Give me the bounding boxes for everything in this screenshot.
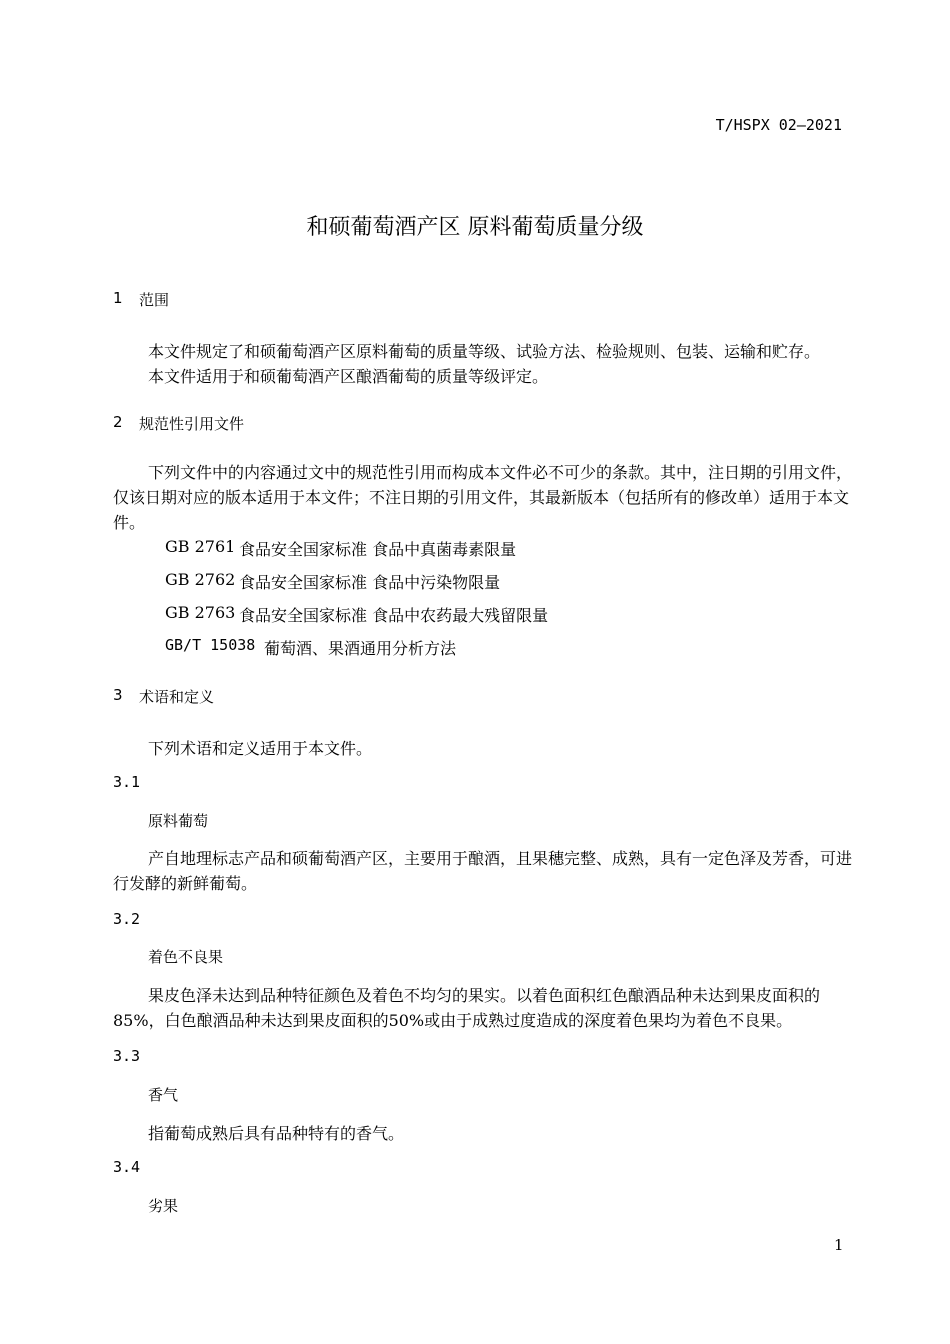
term-heading: 香气	[148, 1086, 179, 1104]
reference-code: GB 2762	[165, 570, 236, 589]
reference-title: 食品安全国家标准 食品中污染物限量	[239, 573, 501, 592]
section-2-number: 2	[113, 413, 123, 431]
reference-code: GB/T 15038	[165, 636, 256, 654]
section-3-heading: 术语和定义	[139, 688, 215, 706]
term-definition: 产自地理标志产品和硕葡萄酒产区，主要用于酿酒，且果穗完整、成熟，具有一定色泽及芳香，可进行发酵的新鲜葡萄。	[113, 849, 853, 893]
reference-title: 食品安全国家标准 食品中农药最大残留限量	[239, 606, 549, 625]
section-2-intro: 下列文件中的内容通过文中的规范性引用而构成本文件必不可少的条款。其中，注日期的引用文件，仅该日期对应的版本适用于本文件；不注日期的引用文件，其最新版本（包括所有的修改单）适用于本文件。	[113, 463, 853, 532]
term-number: 3.4	[113, 1158, 141, 1176]
page-title: 和硕葡萄酒产区 原料葡萄质量分级	[306, 215, 644, 240]
section-1-paragraph-2: 本文件适用于和硕葡萄酒产区酿酒葡萄的质量等级评定。	[148, 367, 549, 386]
term-heading: 原料葡萄	[148, 812, 209, 830]
term-number: 3.2	[113, 910, 141, 928]
term-number: 3.1	[113, 773, 141, 791]
section-3-number: 3	[113, 686, 123, 704]
reference-title: 葡萄酒、果酒通用分析方法	[264, 639, 457, 658]
term-definition: 果皮色泽未达到品种特征颜色及着色不均匀的果实。以着色面积红色酿酒品种未达到果皮面积的85%，白色酿酒品种未达到果皮面积的50%或由于成熟过度造成的深度着色果均为着色不良果。	[113, 986, 821, 1030]
section-3-intro: 下列术语和定义适用于本文件。	[148, 739, 373, 758]
term-definition: 指葡萄成熟后具有品种特有的香气。	[148, 1124, 405, 1143]
reference-code: GB 2761	[165, 537, 236, 556]
term-heading: 劣果	[148, 1197, 179, 1215]
reference-code: GB 2763	[165, 603, 236, 622]
section-2-heading: 规范性引用文件	[139, 415, 245, 433]
term-number: 3.3	[113, 1047, 141, 1065]
document-code: T/HSPX 02—2021	[715, 116, 842, 134]
section-1-paragraph-1: 本文件规定了和硕葡萄酒产区原料葡萄的质量等级、试验方法、检验规则、包装、运输和贮存。	[148, 342, 821, 361]
page-number: 1	[834, 1236, 844, 1254]
section-1-heading: 范围	[139, 291, 170, 309]
reference-title: 食品安全国家标准 食品中真菌毒素限量	[239, 540, 517, 559]
term-heading: 着色不良果	[148, 948, 224, 966]
section-1-number: 1	[113, 289, 123, 307]
